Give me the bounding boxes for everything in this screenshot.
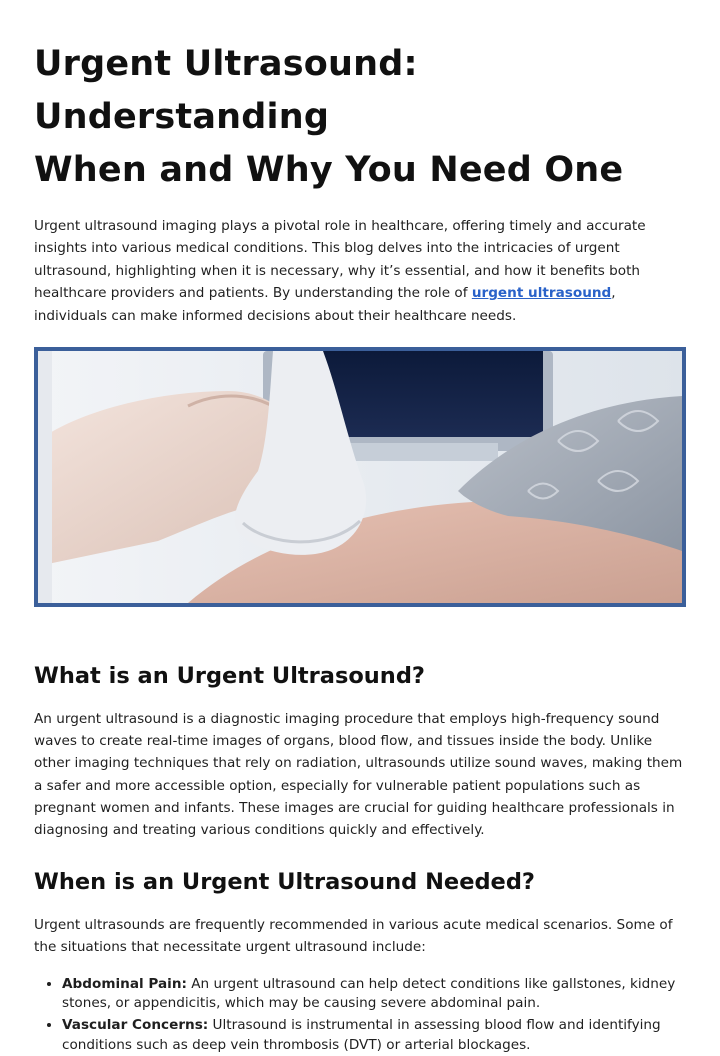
section-heading-what: What is an Urgent Ultrasound? bbox=[34, 663, 425, 690]
section-body-what: An urgent ultrasound is a diagnostic imaging procedure that employs high-frequency sound waves to create real-time images of organs, blood flow, and tissues inside the body. Unlike other imaging techniques that rely on radiation, ultrasounds utilize sound waves, making them a safer and more accessible option, especially for vulnerable patient populations such as pregnant women and infants. These images are crucial for guiding healthcare professionals in diagnosing and treating various conditions quickly and effectively. bbox=[34, 711, 683, 839]
situations-list bbox=[34, 975, 686, 1056]
intro-text: Urgent ultrasound imaging plays a pivotal role in healthcare, offering timely and accurate insights into various medical conditions. This blog delves into the intricacies of urgent ultrasound, highlighting when it is necessary, why it’s essential, and how it benefits both healthcare providers and patients. By understanding the role of bbox=[34, 218, 646, 302]
title-line-2: When and Why You Need One bbox=[34, 150, 624, 190]
list-item bbox=[62, 1016, 686, 1056]
page-title bbox=[34, 0, 686, 197]
list-item bbox=[62, 975, 686, 1015]
list-item-term: Abdominal Pain: bbox=[62, 975, 187, 992]
ultrasound-illustration bbox=[38, 351, 682, 603]
section-body-when: Urgent ultrasounds are frequently recommended in various acute medical scenarios. Some of the situations that necessitate urgent ultrasound include: bbox=[34, 917, 673, 956]
title-line-1: Urgent Ultrasound: Understanding bbox=[34, 44, 418, 137]
intro-paragraph bbox=[34, 215, 686, 327]
list-item-text: Ultrasound is instrumental in assessing blood flow and identifying conditions such as deep vein thrombosis (DVT) or arterial blockages. bbox=[62, 1017, 661, 1054]
section-heading-when: When is an Urgent Ultrasound Needed? bbox=[34, 869, 535, 896]
intro-text-end: , individuals can make informed decisions about their healthcare needs. bbox=[34, 285, 616, 324]
list-item-term: Vascular Concerns: bbox=[62, 1017, 209, 1034]
urgent-ultrasound-link[interactable]: urgent ultrasound bbox=[471, 285, 612, 302]
ultrasound-photo bbox=[34, 347, 686, 607]
list-item-text: An urgent ultrasound can help detect conditions like gallstones, kidney stones, or appendicitis, which may be causing severe abdominal pain. bbox=[62, 975, 676, 1012]
